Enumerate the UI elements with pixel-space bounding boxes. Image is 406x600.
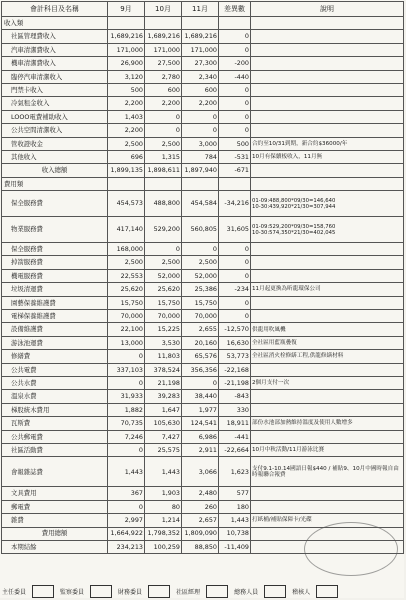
row-name: 梯股統木費用 (2, 403, 108, 416)
row-note (251, 363, 404, 376)
row-name: 汽車清潔費收入 (2, 43, 108, 56)
row-m10: 15,750 (145, 296, 182, 309)
row-m9: 417,140 (108, 217, 145, 243)
row-note (251, 430, 404, 443)
row-diff: -22,664 (219, 443, 251, 456)
row-note (251, 500, 404, 513)
row-name: 游泳池運費 (2, 336, 108, 349)
row-name: 冷氣租金收入 (2, 97, 108, 110)
row-m11: 0 (182, 376, 219, 389)
income-row (2, 30, 404, 43)
row-m11: 25,386 (182, 283, 219, 296)
row-m10: 25,620 (145, 283, 182, 296)
row-m10: 15,225 (145, 323, 182, 336)
expense-row (2, 191, 404, 217)
row-note (251, 97, 404, 110)
expense-row (2, 376, 404, 389)
row-m11: 2,657 (182, 514, 219, 527)
income-section-empty (145, 17, 182, 30)
row-m10: 39,283 (145, 390, 182, 403)
row-m9: 26,900 (108, 57, 145, 70)
row-m9: 1,899,135 (108, 164, 145, 177)
row-diff: -200 (219, 57, 251, 70)
row-m9: 168,000 (108, 243, 145, 256)
row-m10: 1,903 (145, 487, 182, 500)
row-diff: -531 (219, 150, 251, 163)
row-note: 支付9.1-10.14國語日報$440 / 補貼9、10月中國時報自由時報聯合報費 (251, 457, 404, 487)
row-m11: 88,850 (182, 540, 219, 553)
row-m9: 2,200 (108, 124, 145, 137)
row-m10: 1,898,611 (145, 164, 182, 177)
row-name: LOOO電費補助收入 (2, 110, 108, 123)
row-m9: 1,664,922 (108, 527, 145, 540)
row-diff: 330 (219, 403, 251, 416)
row-m11: 6,986 (182, 430, 219, 443)
row-m9: 31,933 (108, 390, 145, 403)
sig-manager-box (206, 585, 228, 598)
row-m10: 100,259 (145, 540, 182, 553)
income-row (2, 83, 404, 96)
header-row (2, 2, 404, 17)
row-m10: 1,214 (145, 514, 182, 527)
row-name: 臨停汽車清潔收入 (2, 70, 108, 83)
sig-reviewer-label: 稽核人 (292, 589, 311, 596)
income-section (2, 17, 404, 30)
expense-row (2, 500, 404, 513)
row-note (251, 296, 404, 309)
row-m11: 38,440 (182, 390, 219, 403)
row-m10: 0 (145, 124, 182, 137)
row-diff: 31,605 (219, 217, 251, 243)
row-m11: 356,356 (182, 363, 219, 376)
row-note: 2個月支付一次 (251, 376, 404, 389)
row-note (251, 390, 404, 403)
row-name: 雜費 (2, 514, 108, 527)
row-note (251, 487, 404, 500)
row-note: 合約至10/31到期，新合約$36000/年 (251, 137, 404, 150)
expense-row (2, 417, 404, 430)
expense-row (2, 296, 404, 309)
sig-supervisor-label: 監察委員 (60, 589, 85, 596)
row-m9: 0 (108, 376, 145, 389)
row-note: 01-09:488,800*09/30=146,640 10-30:439,920*21/30=307,944 (251, 191, 404, 217)
income-row (2, 97, 404, 110)
row-note: 01-09:529,200*09/30=158,760 10-30:574,350*21/30=402,045 (251, 217, 404, 243)
expense-row (2, 269, 404, 282)
row-m10: 3,530 (145, 336, 182, 349)
row-m11: 1,689,216 (182, 30, 219, 43)
row-note: 供龍用吹風機 (251, 323, 404, 336)
row-note: 10月中秋活動/11月游泳比賽 (251, 443, 404, 456)
row-note (251, 30, 404, 43)
row-name: 公共空間清潔收入 (2, 124, 108, 137)
row-diff: -843 (219, 390, 251, 403)
expense-row (2, 283, 404, 296)
sig-supervisor-box (90, 585, 112, 598)
row-m11: 560,805 (182, 217, 219, 243)
row-diff: 180 (219, 500, 251, 513)
row-diff: 1,623 (219, 457, 251, 487)
row-diff: 0 (219, 110, 251, 123)
row-note: 全社區消火栓修繕工程,供龍修繕材料 (251, 350, 404, 363)
row-diff: -441 (219, 430, 251, 443)
row-diff: 10,738 (219, 527, 251, 540)
sig-manager-label: 社區經理 (176, 589, 201, 596)
expense-row (2, 350, 404, 363)
row-name: 其他收入 (2, 150, 108, 163)
row-m11: 2,200 (182, 97, 219, 110)
row-m10: 27,500 (145, 57, 182, 70)
row-m10: 21,198 (145, 376, 182, 389)
row-diff: 0 (219, 310, 251, 323)
row-diff: 0 (219, 30, 251, 43)
row-note (251, 310, 404, 323)
row-m10: 1,443 (145, 457, 182, 487)
income-row (2, 57, 404, 70)
row-note (251, 110, 404, 123)
sig-chair-box (32, 585, 54, 598)
row-name: 保全服務費 (2, 191, 108, 217)
income-row (2, 124, 404, 137)
row-diff: 500 (219, 137, 251, 150)
income-row (2, 70, 404, 83)
row-name: 物業服務費 (2, 217, 108, 243)
row-m10: 105,630 (145, 417, 182, 430)
row-m10: 0 (145, 243, 182, 256)
row-m11: 65,576 (182, 350, 219, 363)
row-m11: 2,340 (182, 70, 219, 83)
row-name: 社區管理費收入 (2, 30, 108, 43)
row-name: 社區活動費 (2, 443, 108, 456)
header-m10: 10月 (145, 2, 182, 17)
income-row (2, 43, 404, 56)
row-m11: 0 (182, 124, 219, 137)
sig-reviewer-box (316, 585, 338, 598)
row-m9: 171,000 (108, 43, 145, 56)
row-note: 10月有保續板收入，11月無 (251, 150, 404, 163)
row-note: 11月起更換為昕龍環保公司 (251, 283, 404, 296)
row-diff: 1,443 (219, 514, 251, 527)
expense-row (2, 457, 404, 487)
row-name: 公共水費 (2, 376, 108, 389)
row-diff: -440 (219, 70, 251, 83)
official-seal (304, 522, 398, 576)
row-m9: 1,443 (108, 457, 145, 487)
income-row (2, 110, 404, 123)
row-name: 公共電費 (2, 363, 108, 376)
row-m10: 2,780 (145, 70, 182, 83)
row-m9: 25,620 (108, 283, 145, 296)
row-m11: 27,300 (182, 57, 219, 70)
row-diff: 577 (219, 487, 251, 500)
row-name: 本期結餘 (2, 540, 108, 553)
row-note: 部份水池部加熱維持溫度及使用人數增多 (251, 417, 404, 430)
row-m10: 2,500 (145, 137, 182, 150)
row-diff: 16,630 (219, 336, 251, 349)
row-m9: 70,735 (108, 417, 145, 430)
row-diff: 0 (219, 269, 251, 282)
row-m9: 2,500 (108, 137, 145, 150)
row-diff: 0 (219, 256, 251, 269)
row-m10: 1,798,352 (145, 527, 182, 540)
row-m11: 70,000 (182, 310, 219, 323)
row-m11: 2,500 (182, 256, 219, 269)
expense-section-empty (145, 177, 182, 190)
sig-finance-label: 財務委員 (118, 589, 143, 596)
expense-row (2, 443, 404, 456)
row-name: 文具費用 (2, 487, 108, 500)
row-note: 打紙桶/補貼保障卡/光碟 (251, 514, 404, 527)
row-name: 管收證收金 (2, 137, 108, 150)
row-diff: 0 (219, 296, 251, 309)
row-m11: 0 (182, 110, 219, 123)
row-m10: 600 (145, 83, 182, 96)
row-m11: 600 (182, 83, 219, 96)
row-note: 全社區用藍瓶疊復 (251, 336, 404, 349)
income-section-empty (219, 17, 251, 30)
expense-section-empty (108, 177, 145, 190)
row-note (251, 256, 404, 269)
row-diff: 0 (219, 43, 251, 56)
row-m11: 52,000 (182, 269, 219, 282)
expense-row (2, 430, 404, 443)
row-diff: 0 (219, 97, 251, 110)
sig-bookkeeper-label: 總務人員 (234, 589, 259, 596)
row-name: 設備維護費 (2, 323, 108, 336)
row-m10: 70,000 (145, 310, 182, 323)
row-name: 掉箭服務費 (2, 256, 108, 269)
row-name: 機電服務費 (2, 269, 108, 282)
row-m11: 124,541 (182, 417, 219, 430)
expense-row (2, 243, 404, 256)
row-m11: 2,480 (182, 487, 219, 500)
row-m10: 52,000 (145, 269, 182, 282)
row-m10: 2,500 (145, 256, 182, 269)
row-m9: 696 (108, 150, 145, 163)
row-m11: 2,655 (182, 323, 219, 336)
row-m10: 0 (145, 110, 182, 123)
header-diff: 差異數 (219, 2, 251, 17)
income-row (2, 137, 404, 150)
expense-row (2, 403, 404, 416)
row-m9: 13,000 (108, 336, 145, 349)
row-m10: 80 (145, 500, 182, 513)
row-m10: 378,524 (145, 363, 182, 376)
row-name: 溫泉水費 (2, 390, 108, 403)
row-m9: 2,200 (108, 97, 145, 110)
row-m9: 2,997 (108, 514, 145, 527)
row-note (251, 243, 404, 256)
expense-section-title: 費用類 (2, 177, 108, 190)
row-m10: 25,575 (145, 443, 182, 456)
row-m9: 367 (108, 487, 145, 500)
row-m11: 3,000 (182, 137, 219, 150)
income-section-empty (251, 17, 404, 30)
row-diff: -22,168 (219, 363, 251, 376)
row-m10: 2,200 (145, 97, 182, 110)
expense-row (2, 323, 404, 336)
signature-row (2, 585, 404, 598)
expense-row (2, 217, 404, 243)
row-m9: 2,500 (108, 256, 145, 269)
row-m10: 7,427 (145, 430, 182, 443)
row-m10: 1,689,216 (145, 30, 182, 43)
expense-section-empty (182, 177, 219, 190)
expense-section (2, 177, 404, 190)
row-name: 機車清潔費收入 (2, 57, 108, 70)
row-name: 費用總額 (2, 527, 108, 540)
row-name: 修繕費 (2, 350, 108, 363)
row-diff: -234 (219, 283, 251, 296)
expense-row (2, 363, 404, 376)
row-name: 會報雜誌費 (2, 457, 108, 487)
row-m11: 20,160 (182, 336, 219, 349)
row-note (251, 403, 404, 416)
row-m9: 22,100 (108, 323, 145, 336)
row-name: 園藝保養維護費 (2, 296, 108, 309)
row-diff: 0 (219, 124, 251, 137)
row-name: 郵電費 (2, 500, 108, 513)
row-m9: 1,403 (108, 110, 145, 123)
sig-bookkeeper-box (264, 585, 286, 598)
row-m11: 1,977 (182, 403, 219, 416)
row-m9: 22,553 (108, 269, 145, 282)
row-m9: 0 (108, 443, 145, 456)
income-total-row (2, 164, 404, 177)
row-m10: 529,200 (145, 217, 182, 243)
row-m9: 0 (108, 350, 145, 363)
row-m11: 1,809,090 (182, 527, 219, 540)
row-m11: 454,584 (182, 191, 219, 217)
row-m11: 0 (182, 243, 219, 256)
income-row (2, 150, 404, 163)
income-section-empty (182, 17, 219, 30)
row-m11: 1,897,940 (182, 164, 219, 177)
sig-finance-box (148, 585, 170, 598)
expense-row (2, 256, 404, 269)
row-m11: 171,000 (182, 43, 219, 56)
income-section-title: 收入類 (2, 17, 108, 30)
row-diff: 18,911 (219, 417, 251, 430)
row-diff: -671 (219, 164, 251, 177)
row-m9: 3,120 (108, 70, 145, 83)
row-diff: 0 (219, 83, 251, 96)
header-m9: 9月 (108, 2, 145, 17)
row-m11: 3,066 (182, 457, 219, 487)
expense-row (2, 310, 404, 323)
row-m11: 260 (182, 500, 219, 513)
row-m9: 234,213 (108, 540, 145, 553)
row-name: 垃圾清運費 (2, 283, 108, 296)
row-name: 公共郵電費 (2, 430, 108, 443)
row-note (251, 70, 404, 83)
sig-chair-label: 主任委員 (2, 589, 27, 596)
row-m10: 11,803 (145, 350, 182, 363)
expense-row (2, 336, 404, 349)
row-diff: 0 (219, 243, 251, 256)
row-m9: 1,689,216 (108, 30, 145, 43)
row-m9: 0 (108, 500, 145, 513)
row-m11: 784 (182, 150, 219, 163)
row-m9: 70,000 (108, 310, 145, 323)
expense-row (2, 390, 404, 403)
row-m9: 337,103 (108, 363, 145, 376)
row-name: 收入總額 (2, 164, 108, 177)
row-m10: 488,800 (145, 191, 182, 217)
row-diff: 53,773 (219, 350, 251, 363)
row-m9: 15,750 (108, 296, 145, 309)
row-m9: 454,573 (108, 191, 145, 217)
row-note (251, 164, 404, 177)
row-name: 保全服務費 (2, 243, 108, 256)
income-section-empty (108, 17, 145, 30)
expense-section-empty (251, 177, 404, 190)
row-m9: 500 (108, 83, 145, 96)
row-note (251, 269, 404, 282)
row-note (251, 124, 404, 137)
row-name: 門禁卡收入 (2, 83, 108, 96)
row-note (251, 43, 404, 56)
row-note (251, 83, 404, 96)
row-diff: -11,409 (219, 540, 251, 553)
row-m9: 1,882 (108, 403, 145, 416)
row-diff: -34,216 (219, 191, 251, 217)
row-diff: -12,570 (219, 323, 251, 336)
expense-section-empty (219, 177, 251, 190)
row-m10: 1,315 (145, 150, 182, 163)
row-m11: 2,911 (182, 443, 219, 456)
row-m10: 171,000 (145, 43, 182, 56)
header-m11: 11月 (182, 2, 219, 17)
header-subject: 會計科目及名稱 (2, 2, 108, 17)
ledger-table (1, 1, 404, 554)
row-note (251, 57, 404, 70)
row-diff: -21,198 (219, 376, 251, 389)
row-m9: 7,246 (108, 430, 145, 443)
row-m11: 15,750 (182, 296, 219, 309)
row-m10: 1,647 (145, 403, 182, 416)
row-name: 瓦斯費 (2, 417, 108, 430)
header-note: 說明 (251, 2, 404, 17)
row-name: 電梯保養維護費 (2, 310, 108, 323)
expense-row (2, 487, 404, 500)
